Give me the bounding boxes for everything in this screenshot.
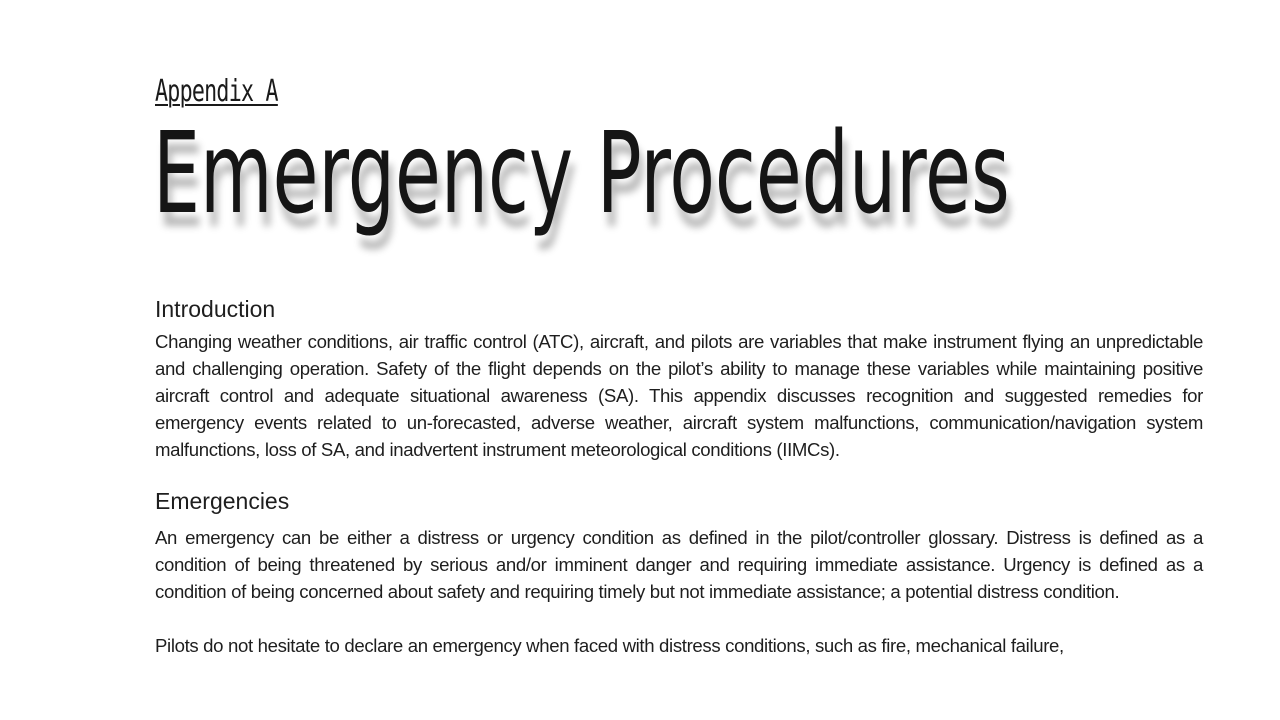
chapter-title: Emergency Procedures xyxy=(153,109,1010,239)
section-heading-introduction: Introduction xyxy=(155,296,276,322)
section-heading-emergencies: Emergencies xyxy=(155,488,290,514)
introduction-paragraph: Changing weather conditions, air traffic control (ATC), aircraft, and pilots are variables that make instrument flying an unpredictable and challenging operation. Safety of the flight depends on the pilot’s ability to manage these variables while maintaining positive aircraft control and adequate situational awareness (SA). This appendix discusses recognition and suggested remedies for emergency events related to un-forecasted, adverse weather, aircraft system malfunctions, communication/navigation system malfunctions, loss of SA, and inadvertent instrument meteorological conditions (IIMCs). xyxy=(155,331,1203,460)
appendix-label: Appendix A xyxy=(155,74,278,109)
emergencies-paragraph: An emergency can be either a distress or urgency condition as defined in the pilot/controller glossary. Distress is defined as a condition of being threatened by serious and/or imminent danger and requiring immediate assistance. Urgency is defined as a condition of being concerned about safety and requiring timely but not immediate assistance; a potential distress condition. xyxy=(155,527,1203,602)
document-body xyxy=(155,292,1203,659)
emergencies-paragraph-continued: Pilots do not hesitate to declare an emergency when faced with distress conditions, such as fire, mechanical failure, xyxy=(155,635,1064,656)
